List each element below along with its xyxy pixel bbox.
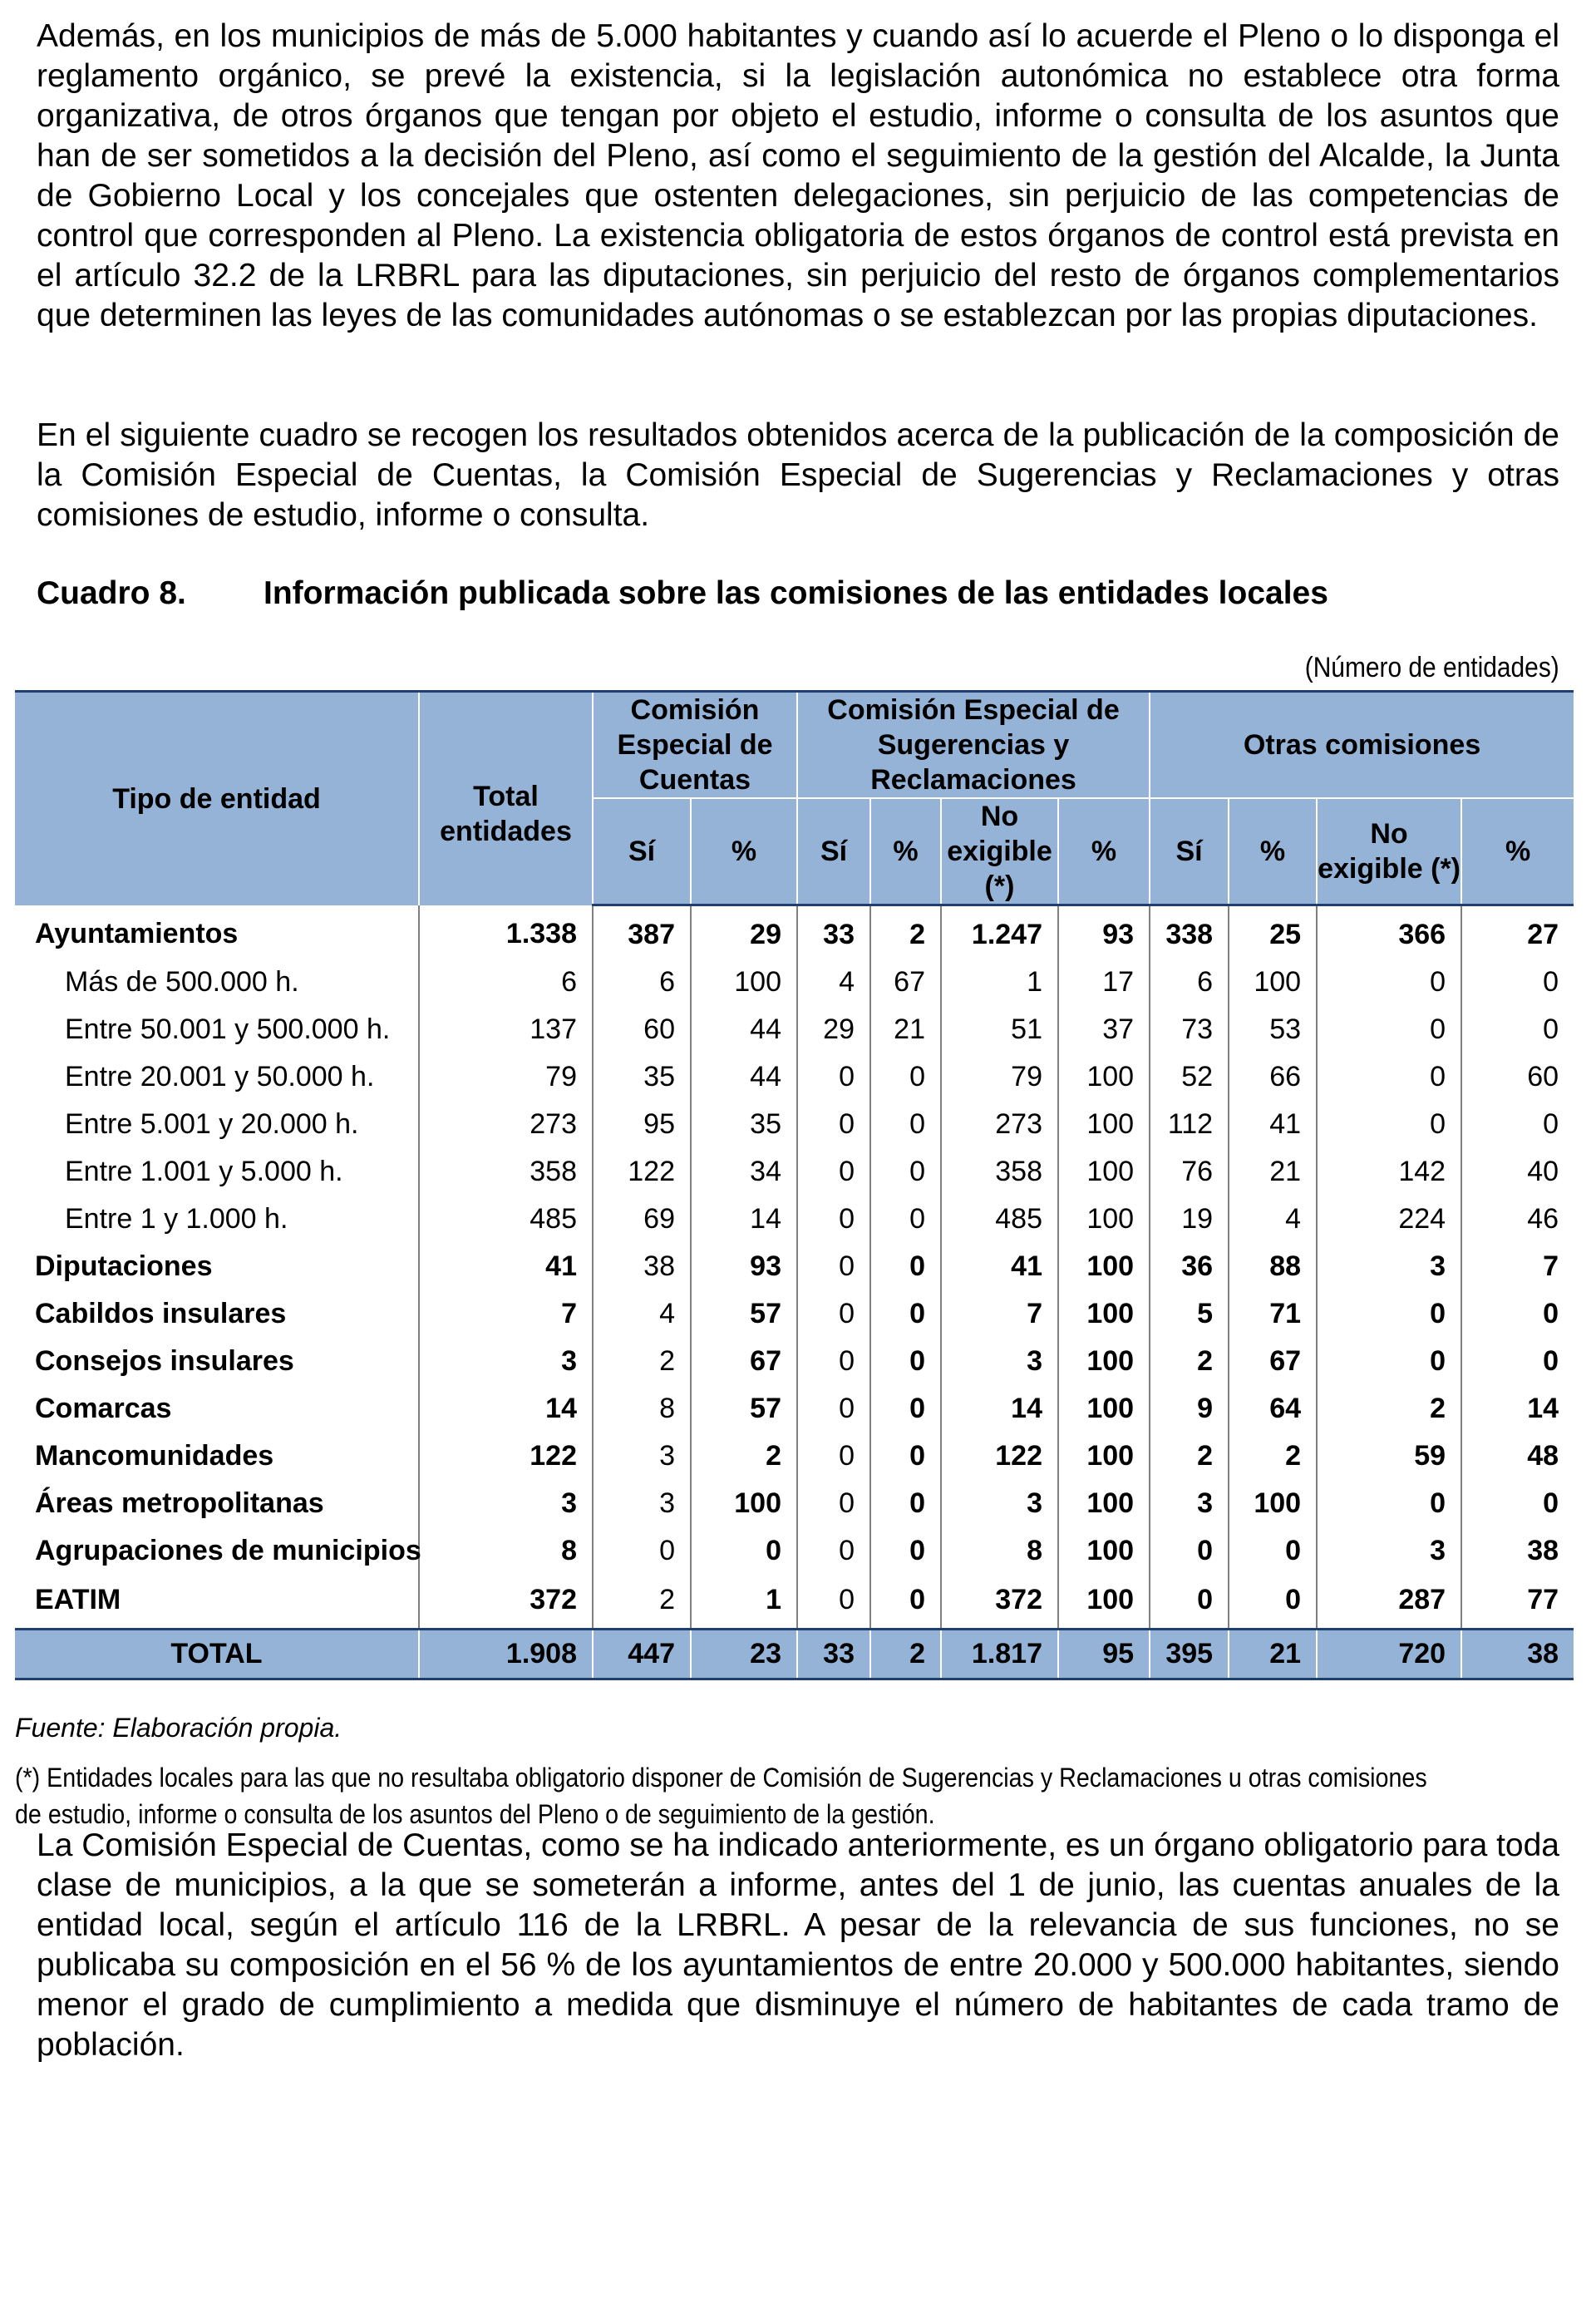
cell-cec-pct: 34 [691, 1148, 797, 1196]
cell-cesr-pct: 0 [870, 1290, 941, 1338]
cell-otr-ne-pct: 27 [1461, 905, 1574, 959]
cell-otr-ne: 2 [1317, 1385, 1461, 1433]
cell-otr-ne-pct: 0 [1461, 1290, 1574, 1338]
cell-cesr-ne: 79 [941, 1053, 1058, 1101]
cell-otr-pct: 2 [1229, 1433, 1317, 1480]
cell-otr-ne: 224 [1317, 1196, 1461, 1243]
cell-cesr-ne-pct: 100 [1058, 1433, 1150, 1480]
cell-total: 14 [419, 1385, 593, 1433]
cell-total: 79 [419, 1053, 593, 1101]
cell-total: 6 [419, 959, 593, 1006]
row-label: EATIM [35, 1583, 121, 1615]
total-row-label: TOTAL [15, 1630, 419, 1679]
cell-total: 41 [419, 1243, 593, 1290]
cell-otr-ne: 0 [1317, 1101, 1461, 1148]
header-cesr-ne-pct: % [1058, 798, 1150, 905]
cell-otr-ne: 720 [1317, 1630, 1461, 1679]
table-source: Fuente: Elaboración propia. [15, 1713, 342, 1743]
cell-otr-ne-pct: 38 [1461, 1630, 1574, 1679]
cell-otr-ne-pct: 46 [1461, 1196, 1574, 1243]
cell-otr-pct: 41 [1229, 1101, 1317, 1148]
cell-cesr-si: 0 [797, 1101, 870, 1148]
header-cec-pct: % [691, 798, 797, 905]
cell-cec-si: 387 [593, 905, 691, 959]
cell-cesr-ne: 273 [941, 1101, 1058, 1148]
cell-cesr-si: 0 [797, 1338, 870, 1385]
cell-cec-si: 3 [593, 1480, 691, 1527]
cell-cesr-si: 0 [797, 1053, 870, 1101]
cell-otr-ne-pct: 0 [1461, 1338, 1574, 1385]
cell-cesr-si: 0 [797, 1148, 870, 1196]
cell-otr-si: 19 [1150, 1196, 1229, 1243]
cell-cec-si: 69 [593, 1196, 691, 1243]
cell-cesr-ne: 1 [941, 959, 1058, 1006]
cell-cesr-ne-pct: 100 [1058, 1053, 1150, 1101]
header-otras-pct: % [1229, 798, 1317, 905]
row-label: Áreas metropolitanas [35, 1487, 324, 1519]
cell-cesr-si: 0 [797, 1243, 870, 1290]
cell-cesr-ne: 51 [941, 1006, 1058, 1053]
header-otras-comisiones: Otras comisiones [1150, 692, 1574, 799]
cell-otr-si: 9 [1150, 1385, 1229, 1433]
cell-otr-pct: 21 [1229, 1148, 1317, 1196]
cell-cec-pct: 44 [691, 1053, 797, 1101]
cell-otr-ne-pct: 0 [1461, 1006, 1574, 1053]
cell-cesr-si: 0 [797, 1290, 870, 1338]
cell-cesr-ne-pct: 93 [1058, 905, 1150, 959]
commissions-table [15, 690, 1574, 1680]
table-row [15, 1338, 1574, 1385]
cell-cec-si: 35 [593, 1053, 691, 1101]
cell-cec-pct: 100 [691, 1480, 797, 1527]
row-label: Ayuntamientos [35, 918, 239, 950]
cell-otr-si: 112 [1150, 1101, 1229, 1148]
cell-total: 3 [419, 1480, 593, 1527]
cell-cesr-ne-pct: 100 [1058, 1290, 1150, 1338]
table-row [15, 1053, 1574, 1101]
cell-cesr-ne-pct: 95 [1058, 1630, 1150, 1679]
cell-cec-pct: 35 [691, 1101, 797, 1148]
cell-cesr-si: 0 [797, 1575, 870, 1630]
cell-cec-si: 3 [593, 1433, 691, 1480]
cell-cesr-pct: 0 [870, 1385, 941, 1433]
cell-otr-si: 0 [1150, 1527, 1229, 1575]
table-caption-title: Información publicada sobre las comisiones de las entidades locales [264, 575, 1328, 611]
cell-cec-si: 2 [593, 1338, 691, 1385]
cell-otr-ne-pct: 40 [1461, 1148, 1574, 1196]
row-label: Entre 50.001 y 500.000 h. [65, 1013, 391, 1045]
header-cesr-si: Sí [797, 798, 870, 905]
table-row [15, 1148, 1574, 1196]
cell-otr-ne-pct: 77 [1461, 1575, 1574, 1630]
cell-cesr-si: 0 [797, 1433, 870, 1480]
cell-total: 372 [419, 1575, 593, 1630]
cell-cec-si: 95 [593, 1101, 691, 1148]
cell-cesr-ne-pct: 100 [1058, 1480, 1150, 1527]
cell-cesr-ne-pct: 100 [1058, 1243, 1150, 1290]
cell-otr-ne-pct: 0 [1461, 1101, 1574, 1148]
header-otras-si: Sí [1150, 798, 1229, 905]
cell-otr-ne-pct: 48 [1461, 1433, 1574, 1480]
cell-otr-si: 2 [1150, 1338, 1229, 1385]
row-label: Agrupaciones de municipios [35, 1535, 421, 1566]
row-label: Entre 1.001 y 5.000 h. [65, 1156, 343, 1187]
header-cesr-pct: % [870, 798, 941, 905]
cell-cesr-pct: 0 [870, 1053, 941, 1101]
cell-cec-si: 122 [593, 1148, 691, 1196]
cell-cesr-pct: 0 [870, 1433, 941, 1480]
cell-cesr-si: 0 [797, 1480, 870, 1527]
cell-cesr-pct: 0 [870, 1480, 941, 1527]
cell-cesr-si: 0 [797, 1385, 870, 1433]
cell-cesr-pct: 0 [870, 1243, 941, 1290]
cell-cec-si: 447 [593, 1630, 691, 1679]
cell-cec-pct: 2 [691, 1433, 797, 1480]
cell-cec-si: 60 [593, 1006, 691, 1053]
row-label: Diputaciones [35, 1250, 213, 1282]
cell-cesr-pct: 0 [870, 1196, 941, 1243]
cell-cec-si: 8 [593, 1385, 691, 1433]
cell-cesr-pct: 21 [870, 1006, 941, 1053]
cell-otr-si: 5 [1150, 1290, 1229, 1338]
cell-cesr-ne-pct: 100 [1058, 1575, 1150, 1630]
cell-cesr-pct: 2 [870, 905, 941, 959]
cell-cec-pct: 93 [691, 1243, 797, 1290]
cell-cec-pct: 0 [691, 1527, 797, 1575]
cell-otr-pct: 67 [1229, 1338, 1317, 1385]
cell-cesr-ne-pct: 37 [1058, 1006, 1150, 1053]
cell-cesr-ne: 41 [941, 1243, 1058, 1290]
header-otras-ne-pct: % [1461, 798, 1574, 905]
cell-total: 137 [419, 1006, 593, 1053]
cell-cec-si: 4 [593, 1290, 691, 1338]
table-row [15, 1385, 1574, 1433]
cell-otr-pct: 53 [1229, 1006, 1317, 1053]
header-cec-si: Sí [593, 798, 691, 905]
cell-otr-pct: 4 [1229, 1196, 1317, 1243]
cell-otr-si: 6 [1150, 959, 1229, 1006]
cell-otr-pct: 25 [1229, 905, 1317, 959]
cell-otr-ne: 0 [1317, 1480, 1461, 1527]
cell-cesr-si: 33 [797, 1630, 870, 1679]
table-footnote-line-2: de estudio, informe o consulta de los asuntos del Pleno o de seguimiento de la gestión. [15, 1799, 935, 1829]
cell-otr-ne: 366 [1317, 905, 1461, 959]
table-footnote-line-1: (*) Entidades locales para las que no resultaba obligatorio disponer de Comisión de Sugerencias y Reclamaciones u otras comisiones [15, 1763, 1427, 1793]
cell-otr-ne: 0 [1317, 1053, 1461, 1101]
cell-otr-ne: 0 [1317, 1006, 1461, 1053]
cell-otr-si: 2 [1150, 1433, 1229, 1480]
cell-cesr-pct: 0 [870, 1338, 941, 1385]
cell-cesr-ne: 1.817 [941, 1630, 1058, 1679]
table-row [15, 1480, 1574, 1527]
cell-otr-ne: 0 [1317, 959, 1461, 1006]
cell-otr-si: 52 [1150, 1053, 1229, 1101]
cell-otr-si: 3 [1150, 1480, 1229, 1527]
cell-cec-pct: 23 [691, 1630, 797, 1679]
cell-otr-pct: 100 [1229, 1480, 1317, 1527]
cell-otr-si: 76 [1150, 1148, 1229, 1196]
table-row [15, 1433, 1574, 1480]
table-row [15, 1196, 1574, 1243]
table-unit-note: (Número de entidades) [1304, 652, 1559, 683]
cell-cesr-ne: 3 [941, 1480, 1058, 1527]
row-label: Más de 500.000 h. [65, 966, 299, 998]
lead-paragraph: En el siguiente cuadro se recogen los resultados obtenidos acerca de la publicación de la composición de la Comisión Especial de Cuentas, la Comisión Especial de Sugerencias y Reclamaciones y otras comisiones de estudio, informe o consulta. [37, 417, 1559, 533]
row-label: Comarcas [35, 1393, 172, 1424]
cell-total: 358 [419, 1148, 593, 1196]
table-row [15, 905, 1574, 959]
cell-otr-ne-pct: 38 [1461, 1527, 1574, 1575]
header-total-entidades: Total entidades [419, 692, 593, 905]
cell-cesr-ne-pct: 100 [1058, 1148, 1150, 1196]
cell-otr-ne-pct: 14 [1461, 1385, 1574, 1433]
cell-total: 1.908 [419, 1630, 593, 1679]
cell-otr-pct: 88 [1229, 1243, 1317, 1290]
cell-cesr-si: 29 [797, 1006, 870, 1053]
header-cesr-no-exigible: No exigible (*) [941, 798, 1058, 905]
cell-cec-pct: 57 [691, 1290, 797, 1338]
table-row [15, 1575, 1574, 1630]
row-label: Consejos insulares [35, 1345, 294, 1377]
table-row [15, 959, 1574, 1006]
table-total-row [15, 1630, 1574, 1679]
table-row [15, 1290, 1574, 1338]
cell-cesr-ne: 122 [941, 1433, 1058, 1480]
row-label: Entre 5.001 y 20.000 h. [65, 1108, 359, 1140]
cell-cesr-ne: 14 [941, 1385, 1058, 1433]
cell-otr-ne: 3 [1317, 1243, 1461, 1290]
cell-cec-si: 6 [593, 959, 691, 1006]
cell-otr-pct: 71 [1229, 1290, 1317, 1338]
cell-cesr-si: 0 [797, 1527, 870, 1575]
header-comision-cuentas: Comisión Especial de Cuentas [593, 692, 797, 799]
cell-cesr-pct: 0 [870, 1148, 941, 1196]
cell-cesr-ne: 7 [941, 1290, 1058, 1338]
cell-otr-si: 0 [1150, 1575, 1229, 1630]
cell-otr-pct: 64 [1229, 1385, 1317, 1433]
cell-cec-pct: 1 [691, 1575, 797, 1630]
cell-cec-si: 2 [593, 1575, 691, 1630]
row-label: Entre 1 y 1.000 h. [65, 1203, 288, 1235]
cell-cesr-ne: 8 [941, 1527, 1058, 1575]
cell-cesr-ne-pct: 100 [1058, 1338, 1150, 1385]
cell-cec-si: 38 [593, 1243, 691, 1290]
cell-total: 485 [419, 1196, 593, 1243]
cell-cec-pct: 57 [691, 1385, 797, 1433]
row-label: Entre 20.001 y 50.000 h. [65, 1061, 375, 1092]
cell-cesr-pct: 0 [870, 1101, 941, 1148]
cell-total: 1.338 [419, 905, 593, 959]
cell-otr-ne: 142 [1317, 1148, 1461, 1196]
closing-paragraph: La Comisión Especial de Cuentas, como se ha indicado anteriormente, es un órgano obligatorio para toda clase de municipios, a la que se someterán a informe, antes del 1 de junio, las cuentas anuales de la entidad local, según el artículo 116 de la LRBRL. A pesar de la relevancia de sus funciones, no se publicaba su composición en el 56 % de los ayuntamientos de entre 20.000 y 500.000 habitantes, siendo menor el grado de cumplimiento a medida que disminuye el número de habitantes de cada tramo de población. [37, 1827, 1559, 2063]
cell-cesr-si: 33 [797, 905, 870, 959]
cell-otr-pct: 0 [1229, 1575, 1317, 1630]
cell-total: 122 [419, 1433, 593, 1480]
cell-cesr-ne-pct: 100 [1058, 1527, 1150, 1575]
cell-cesr-ne: 358 [941, 1148, 1058, 1196]
cell-total: 273 [419, 1101, 593, 1148]
cell-cesr-si: 0 [797, 1196, 870, 1243]
cell-cesr-ne: 372 [941, 1575, 1058, 1630]
header-otras-no-exigible: No exigible (*) [1317, 798, 1461, 905]
table-caption [37, 574, 1559, 614]
row-label: Mancomunidades [35, 1440, 274, 1472]
cell-cec-pct: 14 [691, 1196, 797, 1243]
row-label: Cabildos insulares [35, 1298, 287, 1329]
header-tipo-entidad: Tipo de entidad [15, 692, 419, 905]
cell-otr-ne-pct: 60 [1461, 1053, 1574, 1101]
table-row [15, 1101, 1574, 1148]
cell-otr-ne-pct: 0 [1461, 1480, 1574, 1527]
cell-otr-si: 73 [1150, 1006, 1229, 1053]
cell-otr-ne: 0 [1317, 1290, 1461, 1338]
cell-cec-si: 0 [593, 1527, 691, 1575]
cell-total: 7 [419, 1290, 593, 1338]
cell-cesr-pct: 67 [870, 959, 941, 1006]
cell-cesr-ne-pct: 100 [1058, 1196, 1150, 1243]
cell-cesr-ne: 3 [941, 1338, 1058, 1385]
table-footnote [15, 1759, 1574, 1832]
cell-cesr-ne-pct: 17 [1058, 959, 1150, 1006]
cell-otr-pct: 0 [1229, 1527, 1317, 1575]
cell-otr-ne: 0 [1317, 1338, 1461, 1385]
cell-otr-si: 395 [1150, 1630, 1229, 1679]
cell-otr-pct: 100 [1229, 959, 1317, 1006]
cell-cesr-ne-pct: 100 [1058, 1385, 1150, 1433]
cell-cec-pct: 29 [691, 905, 797, 959]
cell-otr-ne: 287 [1317, 1575, 1461, 1630]
cell-total: 3 [419, 1338, 593, 1385]
cell-otr-ne: 59 [1317, 1433, 1461, 1480]
cell-otr-pct: 21 [1229, 1630, 1317, 1679]
cell-cesr-ne: 1.247 [941, 905, 1058, 959]
cell-cesr-ne-pct: 100 [1058, 1101, 1150, 1148]
cell-otr-ne-pct: 7 [1461, 1243, 1574, 1290]
cell-otr-ne-pct: 0 [1461, 959, 1574, 1006]
table-row [15, 1527, 1574, 1575]
cell-cec-pct: 44 [691, 1006, 797, 1053]
cell-otr-si: 36 [1150, 1243, 1229, 1290]
cell-cesr-pct: 0 [870, 1575, 941, 1630]
cell-cec-pct: 67 [691, 1338, 797, 1385]
cell-cesr-ne: 485 [941, 1196, 1058, 1243]
intro-paragraph: Además, en los municipios de más de 5.000 habitantes y cuando así lo acuerde el Pleno o lo disponga el reglamento orgánico, se prevé la existencia, si la legislación autonómica no establece otra forma organizativa, de otros órganos que tengan por objeto el estudio, informe o consulta de los asuntos que han de ser sometidos a la decisión del Pleno, así como el seguimiento de la gestión del Alcalde, la Junta de Gobierno Local y los concejales que ostenten delegaciones, sin perjuicio de las competencias de control que corresponden al Pleno. La existencia obligatoria de estos órganos de control está prevista en el artículo 32.2 de la LRBRL para las diputaciones, sin perjuicio del resto de órganos complementarios que determinen las leyes de las comunidades autónomas o se establezcan por las propias diputaciones. [37, 18, 1559, 333]
cell-cec-pct: 100 [691, 959, 797, 1006]
cell-cesr-pct: 0 [870, 1527, 941, 1575]
table-row [15, 1243, 1574, 1290]
table-caption-number: Cuadro 8. [37, 575, 186, 611]
cell-cesr-si: 4 [797, 959, 870, 1006]
cell-otr-pct: 66 [1229, 1053, 1317, 1101]
cell-total: 8 [419, 1527, 593, 1575]
table-row [15, 1006, 1574, 1053]
cell-otr-si: 338 [1150, 905, 1229, 959]
cell-otr-ne: 3 [1317, 1527, 1461, 1575]
header-comision-sugerencias: Comisión Especial de Sugerencias y Reclamaciones [797, 692, 1150, 799]
cell-cesr-pct: 2 [870, 1630, 941, 1679]
